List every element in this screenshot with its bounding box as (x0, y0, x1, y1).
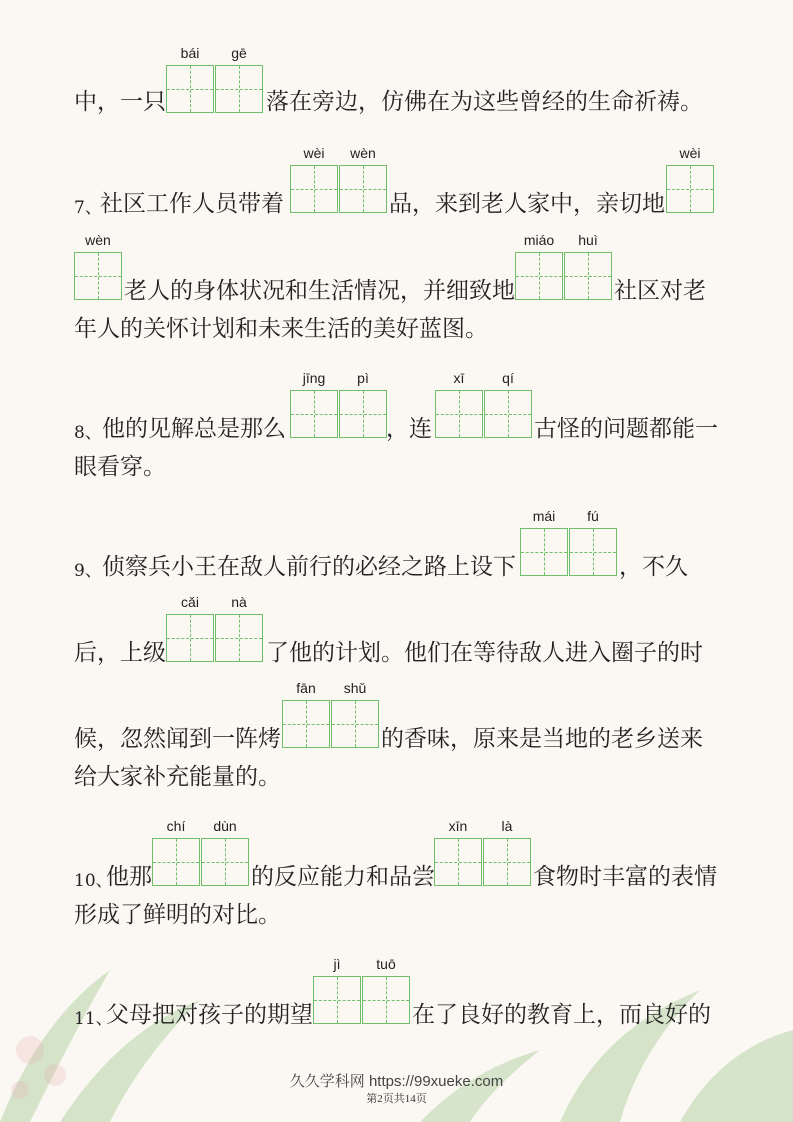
writing-cell[interactable] (201, 838, 249, 886)
text: 的香味，原来是当地的老乡送来 (381, 726, 703, 752)
text: 落在旁边，仿佛在为这些曾经的生命祈祷。 (266, 89, 703, 115)
pinyin-label: nà (231, 594, 247, 610)
question-number: 9、 (74, 561, 102, 581)
question-number: 8、 (74, 423, 102, 443)
pinyin-label: jīng (302, 370, 326, 386)
text-line-7 (0, 145, 793, 218)
pinyin-label: qí (502, 370, 514, 386)
page-number: 第2页共14页 (366, 1093, 427, 1105)
text: 候，忽然闻到一阵烤 (74, 726, 281, 752)
pinyin-label: gē (231, 45, 247, 61)
pinyin-label: wèi (679, 145, 701, 161)
writing-cell[interactable] (74, 252, 122, 300)
pinyin-label: là (501, 818, 513, 834)
writing-cell[interactable] (166, 65, 214, 113)
pinyin-label: shǔ (343, 680, 367, 696)
writing-cell[interactable] (339, 165, 387, 213)
question-number: 11、 (74, 1009, 113, 1029)
writing-cell[interactable] (362, 976, 410, 1024)
text: 中，一只 (74, 89, 166, 115)
pinyin-label: mái (532, 508, 556, 524)
text: 食物时丰富的表情 (533, 864, 717, 890)
text-line-8 (0, 370, 793, 443)
pinyin-label: huì (578, 232, 598, 248)
writing-cell[interactable] (484, 390, 532, 438)
pinyin-label: wèi (303, 145, 325, 161)
text: 侦察兵小王在敌人前行的必经之路上设下 (102, 554, 516, 580)
pinyin-label: fú (587, 508, 599, 524)
text-line-10 (0, 818, 793, 891)
pinyin-label: jì (333, 956, 341, 972)
text: 年人的关怀计划和未来生活的美好蓝图。 (74, 316, 488, 342)
writing-cell[interactable] (435, 390, 483, 438)
question-number: 7、 (74, 198, 102, 218)
pinyin-label: dùn (213, 818, 237, 834)
pinyin-label: wèn (350, 145, 376, 161)
writing-cell[interactable] (569, 528, 617, 576)
text-line-9 (0, 508, 793, 581)
text: 眼看穿。 (74, 454, 166, 480)
pinyin-label: miáo (523, 232, 555, 248)
pinyin-label: xīn (448, 818, 468, 834)
question-number: 10、 (74, 871, 113, 891)
text: 他那 (106, 864, 152, 890)
text: 社区对老 (614, 278, 706, 304)
pinyin-label: tuō (376, 956, 396, 972)
text: 品，来到老人家中，亲切地 (389, 191, 665, 217)
writing-cell[interactable] (483, 838, 531, 886)
text: 父母把对孩子的期望 (106, 1002, 313, 1028)
writing-cell[interactable] (313, 976, 361, 1024)
writing-cell[interactable] (331, 700, 379, 748)
pinyin-label: wèn (85, 232, 111, 248)
text: 后，上级 (74, 640, 166, 666)
pinyin-label: cǎi (181, 594, 199, 610)
writing-cell[interactable] (215, 614, 263, 662)
writing-cell[interactable] (282, 700, 330, 748)
text: 了他的计划。他们在等待敌人进入圈子的时 (266, 640, 703, 666)
text-line-11 (0, 956, 793, 1029)
pinyin-label: fān (296, 680, 316, 696)
text: 形成了鲜明的对比。 (74, 902, 281, 928)
writing-cell[interactable] (515, 252, 563, 300)
text-line-9c (0, 680, 793, 752)
writing-cell[interactable] (215, 65, 263, 113)
text: 古怪的问题都能一 (534, 416, 718, 442)
writing-cell[interactable] (290, 390, 338, 438)
text: 给大家补充能量的。 (74, 764, 281, 790)
text: 社区工作人员带着 (100, 191, 284, 217)
text: 他的见解总是那么 (102, 416, 286, 442)
writing-cell[interactable] (339, 390, 387, 438)
pinyin-label: xī (453, 370, 465, 386)
text-line-9b (0, 594, 793, 666)
writing-cell[interactable] (166, 614, 214, 662)
pinyin-label: bái (180, 45, 200, 61)
text: ，连 (386, 416, 432, 442)
writing-cell[interactable] (666, 165, 714, 213)
writing-cell[interactable] (152, 838, 200, 886)
text: 在了良好的教育上，而良好的 (412, 1002, 711, 1028)
pinyin-label: chí (166, 818, 186, 834)
writing-cell[interactable] (564, 252, 612, 300)
text: 的反应能力和品尝 (251, 864, 435, 890)
text: 老人的身体状况和生活情况，并细致地 (124, 278, 515, 304)
text: ，不久 (619, 554, 688, 580)
writing-cell[interactable] (520, 528, 568, 576)
writing-cell[interactable] (290, 165, 338, 213)
footer-site[interactable]: 久久学科网 https://99xueke.com (289, 1073, 504, 1090)
text-line-1 (0, 45, 793, 115)
pinyin-label: pì (357, 370, 369, 386)
text-line-7b (0, 232, 793, 304)
writing-cell[interactable] (434, 838, 482, 886)
